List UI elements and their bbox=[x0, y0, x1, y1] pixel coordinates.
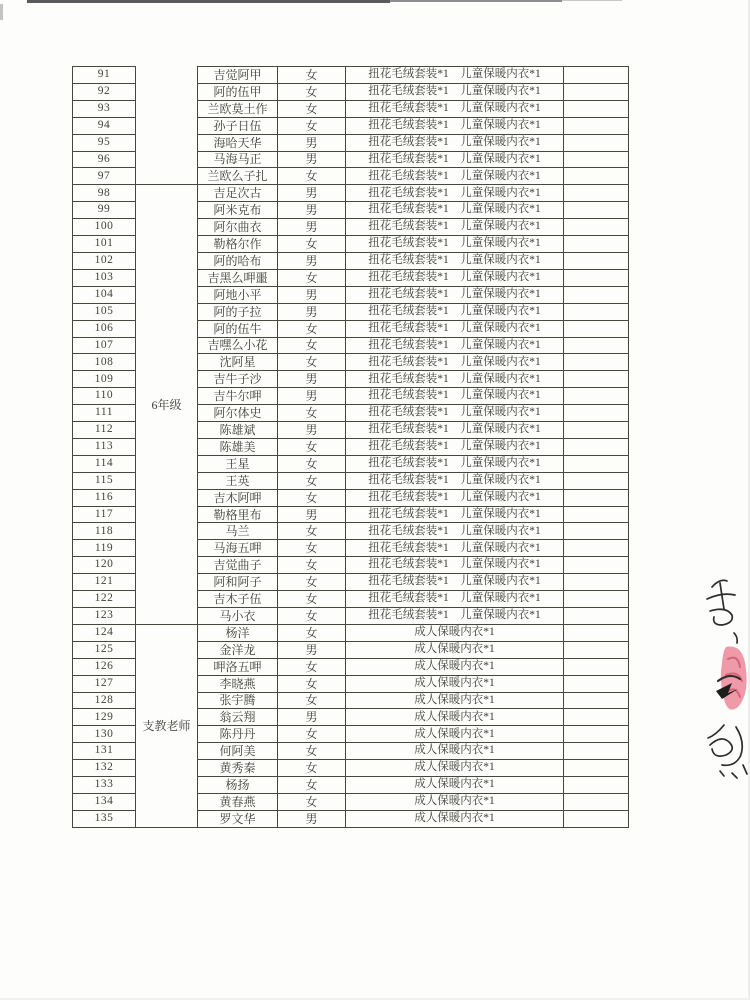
table-row bbox=[73, 624, 629, 641]
name-cell: 吉牛尔呷 bbox=[198, 388, 278, 405]
name-cell: 杨扬 bbox=[198, 777, 278, 794]
blank-cell bbox=[564, 675, 629, 692]
name-cell: 勒格尔作 bbox=[198, 236, 278, 253]
gender-cell: 女 bbox=[278, 793, 346, 810]
gender-cell: 女 bbox=[278, 692, 346, 709]
grade-group-cell bbox=[136, 67, 198, 185]
gender-cell: 男 bbox=[278, 303, 346, 320]
gender-cell: 女 bbox=[278, 83, 346, 100]
row-number-cell: 94 bbox=[73, 117, 136, 134]
name-cell: 阿的哈布 bbox=[198, 252, 278, 269]
items-cell: 扭花毛绒套装*1 儿童保暖内衣*1 bbox=[346, 219, 564, 236]
blank-cell bbox=[564, 168, 629, 185]
row-number-cell: 103 bbox=[73, 269, 136, 286]
gender-cell: 女 bbox=[278, 523, 346, 540]
name-cell: 阿尔体史 bbox=[198, 405, 278, 422]
name-cell: 吉觉曲子 bbox=[198, 557, 278, 574]
items-cell: 成人保暖内衣*1 bbox=[346, 692, 564, 709]
gender-cell: 女 bbox=[278, 320, 346, 337]
blank-cell bbox=[564, 760, 629, 777]
row-number-cell: 119 bbox=[73, 540, 136, 557]
items-cell: 成人保暖内衣*1 bbox=[346, 641, 564, 658]
row-number-cell: 104 bbox=[73, 286, 136, 303]
row-number-cell: 112 bbox=[73, 422, 136, 439]
row-number-cell: 135 bbox=[73, 810, 136, 827]
items-cell: 成人保暖内衣*1 bbox=[346, 675, 564, 692]
row-number-cell: 102 bbox=[73, 252, 136, 269]
gender-cell: 男 bbox=[278, 641, 346, 658]
row-number-cell: 122 bbox=[73, 591, 136, 608]
blank-cell bbox=[564, 286, 629, 303]
scan-artifact-top-faint bbox=[562, 0, 622, 1]
row-number-cell: 134 bbox=[73, 793, 136, 810]
blank-cell bbox=[564, 202, 629, 219]
items-cell: 成人保暖内衣*1 bbox=[346, 777, 564, 794]
blank-cell bbox=[564, 506, 629, 523]
items-cell: 扭花毛绒套装*1 儿童保暖内衣*1 bbox=[346, 523, 564, 540]
row-number-cell: 117 bbox=[73, 506, 136, 523]
gender-cell: 女 bbox=[278, 540, 346, 557]
gender-cell: 男 bbox=[278, 151, 346, 168]
name-cell: 马海五呷 bbox=[198, 540, 278, 557]
items-cell: 扭花毛绒套装*1 儿童保暖内衣*1 bbox=[346, 591, 564, 608]
blank-cell bbox=[564, 709, 629, 726]
name-cell: 阿的伍牛 bbox=[198, 320, 278, 337]
blank-cell bbox=[564, 743, 629, 760]
name-cell: 马兰 bbox=[198, 523, 278, 540]
items-cell: 扭花毛绒套装*1 儿童保暖内衣*1 bbox=[346, 388, 564, 405]
name-cell: 阿的子拉 bbox=[198, 303, 278, 320]
blank-cell bbox=[564, 303, 629, 320]
items-cell: 扭花毛绒套装*1 儿童保暖内衣*1 bbox=[346, 489, 564, 506]
row-number-cell: 130 bbox=[73, 726, 136, 743]
row-number-cell: 92 bbox=[73, 83, 136, 100]
blank-cell bbox=[564, 354, 629, 371]
name-cell: 兰欧么子扎 bbox=[198, 168, 278, 185]
gender-cell: 女 bbox=[278, 438, 346, 455]
blank-cell bbox=[564, 100, 629, 117]
items-cell: 成人保暖内衣*1 bbox=[346, 810, 564, 827]
row-number-cell: 96 bbox=[73, 151, 136, 168]
name-cell: 马海马正 bbox=[198, 151, 278, 168]
gender-cell: 男 bbox=[278, 422, 346, 439]
name-cell: 阿的伍甲 bbox=[198, 83, 278, 100]
table-row bbox=[73, 185, 629, 202]
name-cell: 陈雄斌 bbox=[198, 422, 278, 439]
blank-cell bbox=[564, 405, 629, 422]
items-cell: 成人保暖内衣*1 bbox=[346, 624, 564, 641]
name-cell: 陈雄美 bbox=[198, 438, 278, 455]
items-cell: 扭花毛绒套装*1 儿童保暖内衣*1 bbox=[346, 506, 564, 523]
name-cell: 张宇腾 bbox=[198, 692, 278, 709]
blank-cell bbox=[564, 793, 629, 810]
name-cell: 罗文华 bbox=[198, 810, 278, 827]
items-cell: 成人保暖内衣*1 bbox=[346, 793, 564, 810]
items-cell: 扭花毛绒套装*1 儿童保暖内衣*1 bbox=[346, 151, 564, 168]
blank-cell bbox=[564, 438, 629, 455]
gender-cell: 女 bbox=[278, 236, 346, 253]
blank-cell bbox=[564, 337, 629, 354]
name-cell: 兰欧莫土作 bbox=[198, 100, 278, 117]
items-cell: 扭花毛绒套装*1 儿童保暖内衣*1 bbox=[346, 303, 564, 320]
grade-group-cell: 支教老师 bbox=[136, 624, 198, 827]
name-cell: 翁云翔 bbox=[198, 709, 278, 726]
blank-cell bbox=[564, 219, 629, 236]
scan-artifact-top-dark bbox=[27, 0, 390, 3]
gender-cell: 女 bbox=[278, 743, 346, 760]
name-cell: 吉足次古 bbox=[198, 185, 278, 202]
row-number-cell: 129 bbox=[73, 709, 136, 726]
scan-artifact-top-mid bbox=[390, 0, 562, 2]
name-cell: 吉木子伍 bbox=[198, 591, 278, 608]
row-number-cell: 133 bbox=[73, 777, 136, 794]
blank-cell bbox=[564, 422, 629, 439]
gender-cell: 女 bbox=[278, 608, 346, 625]
items-cell: 扭花毛绒套装*1 儿童保暖内衣*1 bbox=[346, 100, 564, 117]
gender-cell: 女 bbox=[278, 591, 346, 608]
blank-cell bbox=[564, 371, 629, 388]
gender-cell: 女 bbox=[278, 168, 346, 185]
gender-cell: 女 bbox=[278, 117, 346, 134]
name-cell: 呷洛五呷 bbox=[198, 658, 278, 675]
gender-cell: 男 bbox=[278, 709, 346, 726]
row-number-cell: 120 bbox=[73, 557, 136, 574]
name-cell: 王星 bbox=[198, 455, 278, 472]
name-cell: 马小衣 bbox=[198, 608, 278, 625]
gender-cell: 男 bbox=[278, 388, 346, 405]
gender-cell: 男 bbox=[278, 202, 346, 219]
name-cell: 勒格里布 bbox=[198, 506, 278, 523]
items-cell: 扭花毛绒套装*1 儿童保暖内衣*1 bbox=[346, 83, 564, 100]
items-cell: 成人保暖内衣*1 bbox=[346, 760, 564, 777]
blank-cell bbox=[564, 489, 629, 506]
name-cell: 阿尔曲衣 bbox=[198, 219, 278, 236]
blank-cell bbox=[564, 641, 629, 658]
gender-cell: 男 bbox=[278, 134, 346, 151]
gender-cell: 女 bbox=[278, 777, 346, 794]
gender-cell: 女 bbox=[278, 337, 346, 354]
blank-cell bbox=[564, 472, 629, 489]
row-number-cell: 93 bbox=[73, 100, 136, 117]
name-cell: 吉黑么呷噩 bbox=[198, 269, 278, 286]
name-cell: 吉木阿呷 bbox=[198, 489, 278, 506]
name-cell: 吉牛子沙 bbox=[198, 371, 278, 388]
items-cell: 成人保暖内衣*1 bbox=[346, 726, 564, 743]
name-cell: 王英 bbox=[198, 472, 278, 489]
gender-cell: 女 bbox=[278, 760, 346, 777]
row-number-cell: 107 bbox=[73, 337, 136, 354]
items-cell: 扭花毛绒套装*1 儿童保暖内衣*1 bbox=[346, 252, 564, 269]
blank-cell bbox=[564, 726, 629, 743]
blank-cell bbox=[564, 540, 629, 557]
row-number-cell: 128 bbox=[73, 692, 136, 709]
gender-cell: 男 bbox=[278, 286, 346, 303]
gender-cell: 男 bbox=[278, 810, 346, 827]
items-cell: 扭花毛绒套装*1 儿童保暖内衣*1 bbox=[346, 134, 564, 151]
blank-cell bbox=[564, 608, 629, 625]
roster-table bbox=[72, 66, 629, 828]
scan-artifact-left bbox=[0, 4, 3, 20]
items-cell: 扭花毛绒套装*1 儿童保暖内衣*1 bbox=[346, 574, 564, 591]
row-number-cell: 108 bbox=[73, 354, 136, 371]
blank-cell bbox=[564, 658, 629, 675]
blank-cell bbox=[564, 574, 629, 591]
gender-cell: 男 bbox=[278, 185, 346, 202]
row-number-cell: 115 bbox=[73, 472, 136, 489]
name-cell: 阿地小平 bbox=[198, 286, 278, 303]
row-number-cell: 113 bbox=[73, 438, 136, 455]
row-number-cell: 132 bbox=[73, 760, 136, 777]
items-cell: 扭花毛绒套装*1 儿童保暖内衣*1 bbox=[346, 337, 564, 354]
row-number-cell: 105 bbox=[73, 303, 136, 320]
row-number-cell: 118 bbox=[73, 523, 136, 540]
name-cell: 何阿美 bbox=[198, 743, 278, 760]
blank-cell bbox=[564, 151, 629, 168]
gender-cell: 女 bbox=[278, 67, 346, 84]
blank-cell bbox=[564, 134, 629, 151]
items-cell: 扭花毛绒套装*1 儿童保暖内衣*1 bbox=[346, 354, 564, 371]
blank-cell bbox=[564, 692, 629, 709]
blank-cell bbox=[564, 67, 629, 84]
gender-cell: 女 bbox=[278, 269, 346, 286]
row-number-cell: 123 bbox=[73, 608, 136, 625]
gender-cell: 男 bbox=[278, 252, 346, 269]
handwritten-signature bbox=[650, 575, 750, 790]
row-number-cell: 131 bbox=[73, 743, 136, 760]
items-cell: 扭花毛绒套装*1 儿童保暖内衣*1 bbox=[346, 472, 564, 489]
items-cell: 扭花毛绒套装*1 儿童保暖内衣*1 bbox=[346, 540, 564, 557]
items-cell: 扭花毛绒套装*1 儿童保暖内衣*1 bbox=[346, 422, 564, 439]
gender-cell: 女 bbox=[278, 574, 346, 591]
gender-cell: 女 bbox=[278, 100, 346, 117]
table-row bbox=[73, 67, 629, 84]
items-cell: 扭花毛绒套装*1 儿童保暖内衣*1 bbox=[346, 320, 564, 337]
items-cell: 扭花毛绒套装*1 儿童保暖内衣*1 bbox=[346, 185, 564, 202]
name-cell: 金洋龙 bbox=[198, 641, 278, 658]
row-number-cell: 100 bbox=[73, 219, 136, 236]
items-cell: 成人保暖内衣*1 bbox=[346, 658, 564, 675]
row-number-cell: 97 bbox=[73, 168, 136, 185]
name-cell: 沈阿星 bbox=[198, 354, 278, 371]
items-cell: 扭花毛绒套装*1 儿童保暖内衣*1 bbox=[346, 269, 564, 286]
gender-cell: 女 bbox=[278, 405, 346, 422]
roster-table-body bbox=[73, 67, 629, 828]
blank-cell bbox=[564, 117, 629, 134]
row-number-cell: 91 bbox=[73, 67, 136, 84]
name-cell: 阿米克布 bbox=[198, 202, 278, 219]
items-cell: 扭花毛绒套装*1 儿童保暖内衣*1 bbox=[346, 557, 564, 574]
row-number-cell: 116 bbox=[73, 489, 136, 506]
row-number-cell: 99 bbox=[73, 202, 136, 219]
gender-cell: 女 bbox=[278, 354, 346, 371]
blank-cell bbox=[564, 557, 629, 574]
blank-cell bbox=[564, 185, 629, 202]
name-cell: 陈丹丹 bbox=[198, 726, 278, 743]
name-cell: 李晓燕 bbox=[198, 675, 278, 692]
row-number-cell: 95 bbox=[73, 134, 136, 151]
row-number-cell: 111 bbox=[73, 405, 136, 422]
blank-cell bbox=[564, 269, 629, 286]
row-number-cell: 114 bbox=[73, 455, 136, 472]
gender-cell: 女 bbox=[278, 624, 346, 641]
gender-cell: 女 bbox=[278, 675, 346, 692]
grade-group-cell: 6年级 bbox=[136, 185, 198, 625]
row-number-cell: 110 bbox=[73, 388, 136, 405]
row-number-cell: 106 bbox=[73, 320, 136, 337]
row-number-cell: 127 bbox=[73, 675, 136, 692]
items-cell: 扭花毛绒套装*1 儿童保暖内衣*1 bbox=[346, 405, 564, 422]
blank-cell bbox=[564, 523, 629, 540]
name-cell: 杨洋 bbox=[198, 624, 278, 641]
blank-cell bbox=[564, 777, 629, 794]
gender-cell: 女 bbox=[278, 557, 346, 574]
name-cell: 吉嘿么小花 bbox=[198, 337, 278, 354]
blank-cell bbox=[564, 624, 629, 641]
blank-cell bbox=[564, 83, 629, 100]
row-number-cell: 125 bbox=[73, 641, 136, 658]
row-number-cell: 121 bbox=[73, 574, 136, 591]
gender-cell: 男 bbox=[278, 219, 346, 236]
items-cell: 扭花毛绒套装*1 儿童保暖内衣*1 bbox=[346, 67, 564, 84]
gender-cell: 女 bbox=[278, 472, 346, 489]
gender-cell: 女 bbox=[278, 726, 346, 743]
row-number-cell: 101 bbox=[73, 236, 136, 253]
items-cell: 扭花毛绒套装*1 儿童保暖内衣*1 bbox=[346, 286, 564, 303]
row-number-cell: 109 bbox=[73, 371, 136, 388]
row-number-cell: 124 bbox=[73, 624, 136, 641]
items-cell: 成人保暖内衣*1 bbox=[346, 743, 564, 760]
items-cell: 扭花毛绒套装*1 儿童保暖内衣*1 bbox=[346, 455, 564, 472]
gender-cell: 男 bbox=[278, 371, 346, 388]
items-cell: 扭花毛绒套装*1 儿童保暖内衣*1 bbox=[346, 371, 564, 388]
name-cell: 孙子日伍 bbox=[198, 117, 278, 134]
items-cell: 扭花毛绒套装*1 儿童保暖内衣*1 bbox=[346, 202, 564, 219]
blank-cell bbox=[564, 236, 629, 253]
gender-cell: 男 bbox=[278, 506, 346, 523]
name-cell: 阿和阿子 bbox=[198, 574, 278, 591]
name-cell: 吉觉阿甲 bbox=[198, 67, 278, 84]
gender-cell: 女 bbox=[278, 489, 346, 506]
items-cell: 扭花毛绒套装*1 儿童保暖内衣*1 bbox=[346, 168, 564, 185]
items-cell: 成人保暖内衣*1 bbox=[346, 709, 564, 726]
name-cell: 海哈天华 bbox=[198, 134, 278, 151]
row-number-cell: 126 bbox=[73, 658, 136, 675]
blank-cell bbox=[564, 455, 629, 472]
name-cell: 黄秀秦 bbox=[198, 760, 278, 777]
gender-cell: 女 bbox=[278, 455, 346, 472]
blank-cell bbox=[564, 252, 629, 269]
row-number-cell: 98 bbox=[73, 185, 136, 202]
name-cell: 黄春燕 bbox=[198, 793, 278, 810]
blank-cell bbox=[564, 810, 629, 827]
items-cell: 扭花毛绒套装*1 儿童保暖内衣*1 bbox=[346, 438, 564, 455]
blank-cell bbox=[564, 591, 629, 608]
gender-cell: 女 bbox=[278, 658, 346, 675]
items-cell: 扭花毛绒套装*1 儿童保暖内衣*1 bbox=[346, 236, 564, 253]
items-cell: 扭花毛绒套装*1 儿童保暖内衣*1 bbox=[346, 608, 564, 625]
items-cell: 扭花毛绒套装*1 儿童保暖内衣*1 bbox=[346, 117, 564, 134]
blank-cell bbox=[564, 320, 629, 337]
blank-cell bbox=[564, 388, 629, 405]
